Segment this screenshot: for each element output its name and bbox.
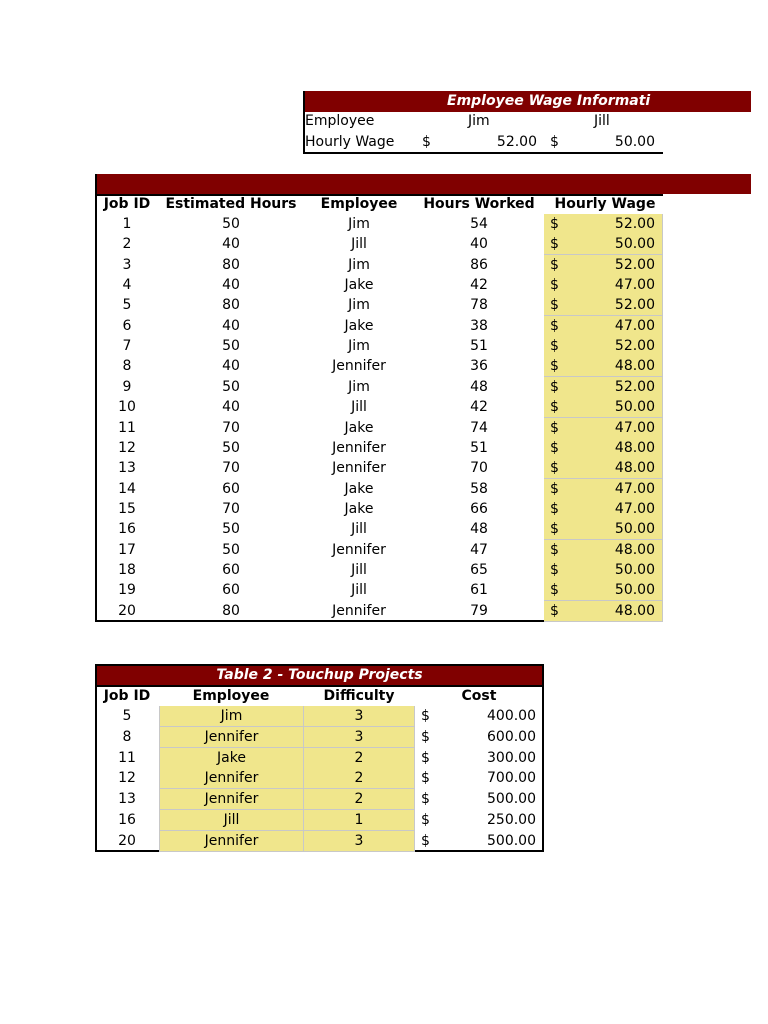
column-header-hours-worked: Hours Worked (423, 196, 535, 212)
estimated-hours-cell: 50 (222, 521, 240, 537)
job-id-cell: 5 (122, 708, 132, 724)
estimated-hours-cell: 80 (222, 257, 240, 273)
hourly-wage-value: 47.00 (614, 501, 655, 517)
hourly-wage-cell[interactable] (544, 316, 663, 337)
difficulty-cell[interactable]: 2 (304, 748, 415, 769)
difficulty-cell[interactable]: 3 (304, 706, 415, 727)
hours-worked-cell: 48 (470, 379, 488, 395)
job-id-cell: 19 (118, 582, 136, 598)
hourly-wage-cell[interactable] (544, 377, 663, 398)
currency-symbol: $ (550, 297, 559, 313)
currency-symbol: $ (550, 257, 559, 273)
employee-cell: Jennifer (332, 460, 386, 476)
table-row (97, 295, 663, 316)
hourly-wage-value: 48.00 (614, 440, 655, 456)
job-id-cell: 11 (118, 750, 136, 766)
employee-cell: Jill (351, 399, 367, 415)
hours-worked-cell: 54 (470, 216, 488, 232)
estimated-hours-cell: 40 (222, 399, 240, 415)
employee-cell: Jim (348, 257, 370, 273)
estimated-hours-cell: 40 (222, 358, 240, 374)
employee-cell: Jake (344, 277, 374, 293)
employee-cell: Jill (351, 582, 367, 598)
hourly-wage-value: 50.00 (614, 582, 655, 598)
column-header-cost: Cost (461, 688, 497, 704)
column-header-hourly-wage: Hourly Wage (554, 196, 656, 212)
hourly-wage-value: 52.00 (614, 338, 655, 354)
hourly-wage-value: 48.00 (614, 542, 655, 558)
table-1-header-bar-extension (663, 174, 751, 194)
currency-symbol: $ (550, 399, 559, 415)
hourly-wage-cell[interactable] (544, 356, 663, 377)
estimated-hours-cell: 70 (222, 420, 240, 436)
job-id-cell: 20 (118, 603, 136, 619)
hourly-wage-value: 48.00 (614, 603, 655, 619)
job-id-cell: 16 (118, 521, 136, 537)
table-row (97, 234, 663, 255)
hourly-wage-value: 48.00 (614, 460, 655, 476)
employee-cell: Jennifer (332, 542, 386, 558)
wage-info-hourly-value: 52.00 (496, 134, 537, 150)
wage-info-employee-label: Employee (305, 113, 375, 129)
hourly-wage-cell[interactable] (544, 499, 663, 520)
cost-cell: 250.00 (487, 812, 536, 828)
employee-cell[interactable]: Jill (159, 810, 304, 831)
employee-cell: Jim (348, 338, 370, 354)
table-row (97, 214, 663, 235)
hourly-wage-value: 52.00 (614, 379, 655, 395)
currency-symbol: $ (550, 216, 559, 232)
hourly-wage-value: 47.00 (614, 277, 655, 293)
column-header-difficulty: Difficulty (323, 688, 395, 704)
column-header-employee: Employee (192, 688, 270, 704)
estimated-hours-cell: 50 (222, 216, 240, 232)
hourly-wage-value: 52.00 (614, 257, 655, 273)
currency-symbol: $ (421, 708, 430, 724)
table-2-column-headers (97, 686, 542, 707)
column-header-estimated-hours: Estimated Hours (165, 196, 297, 212)
table-row (97, 316, 663, 337)
cost-cell: 300.00 (487, 750, 536, 766)
job-id-cell: 11 (118, 420, 136, 436)
currency-symbol: $ (550, 358, 559, 374)
hourly-wage-value: 47.00 (614, 481, 655, 497)
hourly-wage-cell[interactable] (544, 397, 663, 418)
table-1-column-headers (97, 194, 663, 215)
hourly-wage-value: 52.00 (614, 216, 655, 232)
job-id-cell: 8 (122, 358, 132, 374)
hourly-wage-value: 48.00 (614, 358, 655, 374)
difficulty-cell[interactable]: 3 (304, 831, 415, 852)
table-row (97, 748, 542, 769)
currency-symbol: $ (422, 134, 431, 150)
job-id-cell: 15 (118, 501, 136, 517)
currency-symbol: $ (550, 338, 559, 354)
hours-worked-cell: 86 (470, 257, 488, 273)
hourly-wage-cell[interactable] (544, 295, 663, 316)
hours-worked-cell: 40 (470, 236, 488, 252)
table-row (97, 499, 663, 520)
estimated-hours-cell: 50 (222, 440, 240, 456)
cost-cell: 600.00 (487, 729, 536, 745)
hours-worked-cell: 70 (470, 460, 488, 476)
currency-symbol: $ (550, 501, 559, 517)
employee-cell[interactable]: Jennifer (159, 768, 304, 789)
employee-cell[interactable]: Jake (159, 748, 304, 769)
column-header-job-id: Job ID (103, 688, 151, 704)
currency-symbol: $ (421, 791, 430, 807)
table-row (97, 479, 663, 500)
hourly-wage-cell[interactable] (544, 336, 663, 357)
currency-symbol: $ (421, 770, 430, 786)
table-2-title: Table 2 - Touchup Projects (216, 667, 423, 683)
estimated-hours-cell: 50 (222, 542, 240, 558)
difficulty-cell[interactable]: 2 (304, 789, 415, 810)
hourly-wage-cell[interactable] (544, 234, 663, 255)
currency-symbol: $ (550, 521, 559, 537)
hours-worked-cell: 42 (470, 399, 488, 415)
table-row (97, 356, 663, 377)
employee-cell: Jennifer (332, 603, 386, 619)
employee-cell: Jim (348, 216, 370, 232)
hourly-wage-value: 50.00 (614, 521, 655, 537)
hours-worked-cell: 51 (470, 338, 488, 354)
hours-worked-cell: 38 (470, 318, 488, 334)
employee-cell: Jill (351, 521, 367, 537)
estimated-hours-cell: 40 (222, 318, 240, 334)
hourly-wage-value: 52.00 (614, 297, 655, 313)
estimated-hours-cell: 40 (222, 277, 240, 293)
employee-cell: Jim (348, 379, 370, 395)
employee-cell[interactable]: Jennifer (159, 831, 304, 852)
currency-symbol: $ (550, 318, 559, 334)
table-row (97, 727, 542, 748)
cost-cell: 400.00 (487, 708, 536, 724)
table-row (97, 458, 663, 479)
hourly-wage-cell[interactable] (544, 214, 663, 235)
estimated-hours-cell: 60 (222, 562, 240, 578)
job-id-cell: 5 (122, 297, 132, 313)
hours-worked-cell: 36 (470, 358, 488, 374)
job-id-cell: 14 (118, 481, 136, 497)
cost-cell: 500.00 (487, 791, 536, 807)
currency-symbol: $ (550, 460, 559, 476)
hours-worked-cell: 48 (470, 521, 488, 537)
estimated-hours-cell: 50 (222, 338, 240, 354)
job-id-cell: 1 (122, 216, 132, 232)
job-id-cell: 12 (118, 770, 136, 786)
hourly-wage-cell[interactable] (544, 540, 663, 561)
estimated-hours-cell: 70 (222, 460, 240, 476)
table-row (97, 418, 663, 439)
table-row (97, 810, 542, 831)
hourly-wage-cell[interactable] (544, 519, 663, 540)
table-row (97, 519, 663, 540)
job-id-cell: 13 (118, 460, 136, 476)
job-id-cell: 18 (118, 562, 136, 578)
currency-symbol: $ (550, 379, 559, 395)
wage-info-hourly-row (305, 132, 665, 153)
difficulty-cell[interactable]: 2 (304, 768, 415, 789)
table-row (97, 275, 663, 296)
wage-info-hourly-value: 50.00 (614, 134, 655, 150)
hourly-wage-cell[interactable] (544, 255, 663, 276)
table-row (97, 560, 663, 581)
employee-cell[interactable]: Jennifer (159, 727, 304, 748)
hourly-wage-cell[interactable] (544, 275, 663, 296)
job-id-cell: 2 (122, 236, 132, 252)
currency-symbol: $ (550, 562, 559, 578)
table-row (97, 768, 542, 789)
hours-worked-cell: 51 (470, 440, 488, 456)
job-id-cell: 12 (118, 440, 136, 456)
column-header-employee: Employee (320, 196, 398, 212)
currency-symbol: $ (550, 481, 559, 497)
currency-symbol: $ (421, 750, 430, 766)
hourly-wage-value: 50.00 (614, 562, 655, 578)
hourly-wage-value: 50.00 (614, 399, 655, 415)
employee-cell: Jennifer (332, 440, 386, 456)
employee-cell: Jake (344, 318, 374, 334)
table-row (97, 706, 542, 727)
job-id-cell: 13 (118, 791, 136, 807)
difficulty-cell[interactable]: 1 (304, 810, 415, 831)
hours-worked-cell: 79 (470, 603, 488, 619)
job-id-cell: 7 (122, 338, 132, 354)
job-id-cell: 8 (122, 729, 132, 745)
table-row (97, 580, 663, 601)
table-row (97, 377, 663, 398)
hourly-wage-cell[interactable] (544, 560, 663, 581)
column-header-job-id: Job ID (103, 196, 151, 212)
employee-cell: Jake (344, 481, 374, 497)
job-id-cell: 20 (118, 833, 136, 849)
employee-cell: Jim (348, 297, 370, 313)
currency-symbol: $ (421, 833, 430, 849)
currency-symbol: $ (550, 440, 559, 456)
estimated-hours-cell: 70 (222, 501, 240, 517)
table-row (97, 601, 663, 622)
hourly-wage-value: 47.00 (614, 420, 655, 436)
wage-info-employee-name: Jim (468, 113, 490, 129)
table-row (97, 438, 663, 459)
hourly-wage-cell[interactable] (544, 580, 663, 601)
hourly-wage-cell[interactable] (544, 418, 663, 439)
estimated-hours-cell: 50 (222, 379, 240, 395)
table-row (97, 255, 663, 276)
employee-cell: Jill (351, 236, 367, 252)
hourly-wage-cell[interactable] (544, 458, 663, 479)
employee-cell: Jake (344, 420, 374, 436)
currency-symbol: $ (550, 134, 559, 150)
currency-symbol: $ (550, 277, 559, 293)
currency-symbol: $ (550, 582, 559, 598)
currency-symbol: $ (421, 729, 430, 745)
hourly-wage-value: 47.00 (614, 318, 655, 334)
table-row (97, 397, 663, 418)
hourly-wage-value: 50.00 (614, 236, 655, 252)
currency-symbol: $ (550, 236, 559, 252)
employee-cell: Jake (344, 501, 374, 517)
hourly-wage-cell[interactable] (544, 601, 663, 622)
estimated-hours-cell: 80 (222, 603, 240, 619)
job-id-cell: 17 (118, 542, 136, 558)
currency-symbol: $ (421, 812, 430, 828)
employee-cell: Jennifer (332, 358, 386, 374)
hours-worked-cell: 78 (470, 297, 488, 313)
job-id-cell: 10 (118, 399, 136, 415)
wage-info-hourly-label: Hourly Wage (305, 134, 395, 150)
estimated-hours-cell: 80 (222, 297, 240, 313)
hourly-wage-cell[interactable] (544, 438, 663, 459)
hours-worked-cell: 58 (470, 481, 488, 497)
job-id-cell: 4 (122, 277, 132, 293)
table-row (97, 336, 663, 357)
difficulty-cell[interactable]: 3 (304, 727, 415, 748)
currency-symbol: $ (550, 420, 559, 436)
wage-info-employee-name: Jill (594, 113, 610, 129)
hours-worked-cell: 42 (470, 277, 488, 293)
hours-worked-cell: 66 (470, 501, 488, 517)
table-row (97, 831, 542, 852)
estimated-hours-cell: 60 (222, 582, 240, 598)
currency-symbol: $ (550, 603, 559, 619)
cost-cell: 700.00 (487, 770, 536, 786)
currency-symbol: $ (550, 542, 559, 558)
employee-cell[interactable]: Jennifer (159, 789, 304, 810)
cost-cell: 500.00 (487, 833, 536, 849)
table-row (97, 789, 542, 810)
estimated-hours-cell: 40 (222, 236, 240, 252)
employee-cell: Jill (351, 562, 367, 578)
wage-info-employee-row (305, 111, 665, 132)
job-id-cell: 9 (122, 379, 132, 395)
hours-worked-cell: 74 (470, 420, 488, 436)
job-id-cell: 3 (122, 257, 132, 273)
hours-worked-cell: 47 (470, 542, 488, 558)
table-row (97, 540, 663, 561)
wage-info-title: Employee Wage Informati (447, 93, 651, 109)
employee-cell[interactable]: Jim (159, 706, 304, 727)
hours-worked-cell: 65 (470, 562, 488, 578)
job-id-cell: 16 (118, 812, 136, 828)
estimated-hours-cell: 60 (222, 481, 240, 497)
hours-worked-cell: 61 (470, 582, 488, 598)
hourly-wage-cell[interactable] (544, 479, 663, 500)
job-id-cell: 6 (122, 318, 132, 334)
